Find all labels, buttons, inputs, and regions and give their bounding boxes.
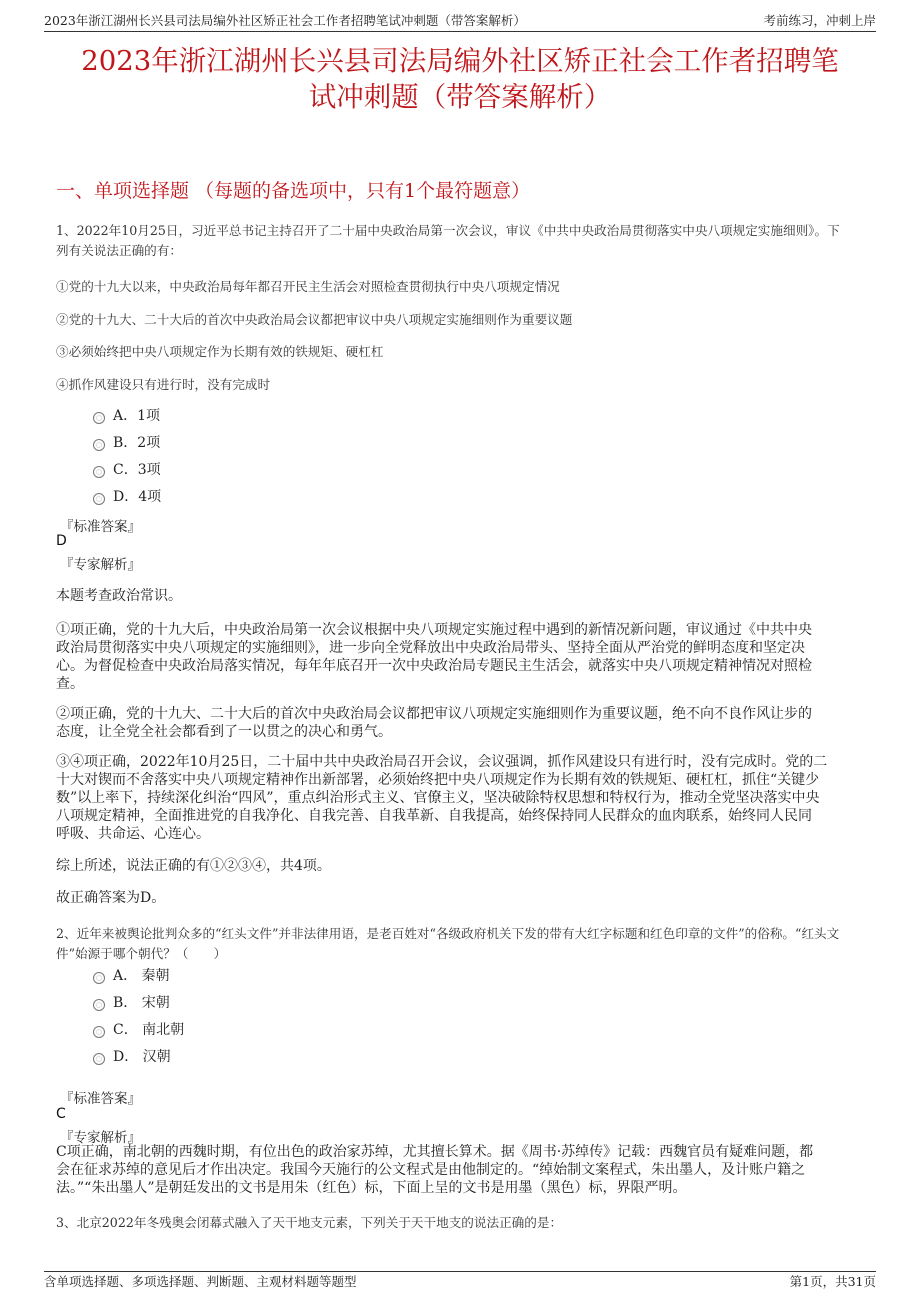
radio-icon[interactable] [93,1053,105,1065]
header-divider [44,31,876,32]
option-a[interactable] [93,405,160,425]
statement-2: ②党的十九大、二十大后的首次中央政治局会议都把审议中央八项规定实施细则作为重要议题 [56,312,573,327]
option-c-label: C． 南北朝 [113,1022,185,1038]
option-c[interactable] [93,1019,184,1039]
question-3-stem: 3、北京2022年冬残奥会闭幕式融入了天干地支元素，下列关于天干地支的说法正确的是： [56,1215,563,1230]
option-a-label: A．1项 [113,408,161,424]
header-slogan: 考前练习，冲刺上岸 [763,13,876,28]
option-b[interactable] [93,432,160,452]
footer-question-types: 含单项选择题、多项选择题、判断题、主观材料题等题型 [44,1274,357,1289]
radio-icon[interactable] [93,466,105,478]
question-1-stem-line-2: 列有关说法正确的有： [56,243,182,258]
analysis-paragraph [56,889,868,907]
radio-icon[interactable] [93,972,105,984]
analysis-line: 本题考查政治常识。 [56,588,182,604]
radio-icon[interactable] [93,999,105,1011]
section-heading: 一、单项选择题 （每题的备选项中，只有1个最符题意） [56,180,531,202]
analysis-line: 态度，让全党全社会都看到了一以贯之的决心和勇气。 [56,724,392,740]
option-a-label: A． 秦朝 [113,968,170,984]
analysis-line: C项正确，南北朝的西魏时期，有位出色的政治家苏绰，尤其擅长算术。据《周书·苏绰传》记载：西魏官员有疑难问题，都 [56,1144,814,1160]
analysis-line: 会在征求苏绰的意见后才作出决定。我国今天施行的公文程式是由他制定的。“绰始制文案程式，朱出墨人，及计账户籍之 [56,1162,806,1178]
analysis-line: ②项正确，党的十九大、二十大后的首次中央政治局会议都把审议八项规定实施细则作为重要议题，绝不向不良作风让步的 [56,706,812,722]
page-header [44,11,876,31]
analysis-paragraph [56,587,868,605]
question-2-stem [56,924,870,964]
statement-4: ④抓作风建设只有进行时，没有完成时 [56,377,271,392]
statement-1: ①党的十九大以来，中央政治局每年都召开民主生活会对照检查贯彻执行中央八项规定情况 [56,279,560,294]
analysis-line: 法。”“朱出墨人”是朝廷发出的文书是用朱（红色）标，下面上呈的文书是用墨（黑色）标，界限严明。 [56,1180,687,1196]
radio-icon[interactable] [93,493,105,505]
option-d-label: D．4项 [113,489,162,505]
option-d[interactable] [93,486,161,506]
option-b-label: B．2项 [113,435,161,451]
analysis-paragraph [56,1143,868,1197]
analysis-line: 政治局贯彻落实中央八项规定的实施细则》，进一步向全党释放出中央政治局带头、坚持全面从严治党的鲜明态度和坚定决 [56,640,805,656]
analysis-line: 查。 [56,676,84,692]
question-2-stem-line-1: 2、近年来被舆论批判众多的“红头文件”并非法律用语，是老百姓对“各级政府机关下发的带有大红字标题和红色印章的文件”的俗称。“红头文 [56,926,840,941]
analysis-line: 数”以上率下，持续深化纠治“四风”，重点纠治形式主义、官僚主义，坚决破除特权思想和特权行为，推动全党坚决落实中央 [56,790,820,806]
radio-icon[interactable] [93,412,105,424]
option-c[interactable] [93,459,161,479]
question-1-stem [56,221,870,261]
radio-icon[interactable] [93,1026,105,1038]
title-line-1: 2023年浙江湖州长兴县司法局编外社区矫正社会工作者招聘笔 [81,45,839,77]
option-a[interactable] [93,965,170,985]
analysis-line: 十大对锲而不舍落实中央八项规定精神作出新部署，必须始终把中央八项规定作为长期有效的铁规矩、硬杠杠，抓住“关键少 [56,772,820,788]
analysis-line: ③④项正确，2022年10月25日，二十届中共中央政治局召开会议，会议强调，抓作风建设只有进行时，没有完成时。党的二 [56,754,828,770]
statement-3: ③必须始终把中央八项规定作为长期有效的铁规矩、硬杠杠 [56,344,384,359]
answer-label: 『标准答案』 [60,519,141,535]
answer-value: C [56,1106,66,1122]
analysis-label: 『专家解析』 [60,1130,141,1146]
option-b[interactable] [93,992,170,1012]
answer-value: D [56,533,67,549]
analysis-paragraph [56,621,868,693]
analysis-paragraph [56,753,868,843]
analysis-line: 八项规定精神，全面推进党的自我净化、自我完善、自我革新、自我提高，始终保持同人民群众的血肉联系，始终同人民同 [56,808,812,824]
analysis-line: ①项正确，党的十九大后，中央政治局第一次会议根据中央八项规定实施过程中遇到的新情况新问题，审议通过《中共中央 [56,622,812,638]
analysis-paragraph [56,705,868,741]
analysis-line: 心。为督促检查中央政治局落实情况，每年年底召开一次中央政治局专题民主生活会，就落实中央八项规定精神情况对照检 [56,658,812,674]
analysis-paragraph [56,857,868,875]
question-2-stem-line-2: 件”始源于哪个朝代？（ ） [56,946,227,961]
page-number: 第1页，共31页 [789,1274,876,1289]
radio-icon[interactable] [93,439,105,451]
header-doc-title: 2023年浙江湖州长兴县司法局编外社区矫正社会工作者招聘笔试冲刺题（带答案解析） [44,13,526,28]
analysis-line: 故正确答案为D。 [56,890,166,906]
page-title [44,43,876,115]
page-footer [44,1272,876,1290]
question-1-stem-line-1: 1、2022年10月25日，习近平总书记主持召开了二十届中央政治局第一次会议，审议《中共中央政治局贯彻落实中央八项规定实施细则》。下 [56,223,840,238]
option-d-label: D． 汉朝 [113,1049,171,1065]
analysis-line: 综上所述，说法正确的有①②③④，共4项。 [56,858,331,874]
answer-label: 『标准答案』 [60,1091,141,1107]
analysis-label: 『专家解析』 [60,557,141,573]
option-c-label: C．3项 [113,462,161,478]
option-b-label: B． 宋朝 [113,995,170,1011]
analysis-line: 呼吸、共命运、心连心。 [56,826,210,842]
title-line-2: 试冲刺题（带答案解析） [308,81,612,113]
option-d[interactable] [93,1046,171,1066]
